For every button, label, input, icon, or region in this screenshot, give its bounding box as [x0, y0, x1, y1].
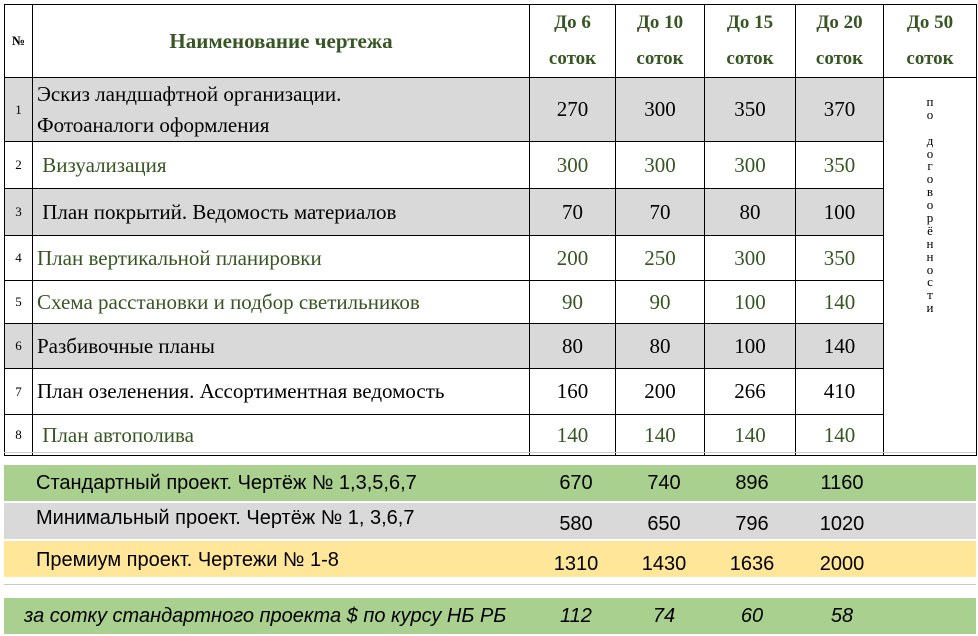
summary-value: 2000: [819, 553, 865, 575]
negotiable-char: о: [926, 171, 934, 187]
row-name: План вертикальной планировки: [33, 236, 530, 281]
row-number: 6: [5, 324, 33, 369]
value-cell: 140: [796, 324, 884, 369]
summary-value: 60: [740, 604, 764, 627]
value-cell: 140: [530, 415, 616, 456]
value-cell: 140: [796, 281, 884, 324]
negotiable-char: р: [926, 210, 934, 226]
summary-value: 650: [647, 513, 681, 535]
row-name: План озеленения. Ассортиментная ведомость: [33, 369, 530, 415]
table-row: [5, 236, 977, 281]
table-row: [5, 78, 977, 142]
value-cell: 80: [705, 189, 796, 236]
row-name: Визуализация: [33, 142, 530, 189]
value-cell: 100: [705, 281, 796, 324]
row-name: План покрытий. Ведомость материалов: [33, 189, 530, 236]
value-cell: 140: [796, 415, 884, 456]
negotiable-char: д: [926, 132, 934, 148]
summary-value: 1430: [641, 553, 687, 575]
table-row: [5, 415, 977, 456]
value-cell: 140: [705, 415, 796, 456]
row-name: План автополива: [33, 415, 530, 456]
value-cell: 350: [796, 236, 884, 281]
table-header-row: [5, 5, 977, 78]
negotiable-char: г: [927, 158, 933, 174]
row-number: 2: [5, 142, 33, 189]
table-row: [5, 281, 977, 324]
value-cell: 350: [705, 78, 796, 142]
value-cell: 80: [616, 324, 705, 369]
value-cell: 300: [616, 78, 705, 142]
header-number: №: [5, 5, 33, 78]
summary-value: 58: [830, 604, 854, 627]
minimal-project-label: Минимальный проект. Чертёж № 1, 3,6,7: [36, 507, 415, 529]
value-cell: 70: [616, 189, 705, 236]
negotiable-char: о: [926, 261, 934, 277]
value-cell: 100: [796, 189, 884, 236]
summary-value: 1020: [819, 513, 865, 535]
value-cell: 300: [616, 142, 705, 189]
drawings-price-table: [4, 4, 977, 456]
header-drawing-name: Наименование чертежа: [33, 5, 530, 78]
row-number: 3: [5, 189, 33, 236]
summary-value: 74: [652, 604, 676, 627]
row-name: Схема расстановки и подбор светильников: [33, 281, 530, 324]
value-cell: 140: [616, 415, 705, 456]
row-name: Разбивочные планы: [33, 324, 530, 369]
value-cell: 90: [530, 281, 616, 324]
negotiable-vertical-text: [884, 78, 976, 315]
negotiable-char: п: [926, 94, 934, 109]
value-cell: 90: [616, 281, 705, 324]
table-row: [5, 142, 977, 189]
value-cell: 250: [616, 236, 705, 281]
value-cell: 370: [796, 78, 884, 142]
negotiable-char: в: [926, 184, 934, 200]
summary-value: 580: [559, 513, 593, 535]
value-cell: 410: [796, 369, 884, 415]
value-cell: 200: [616, 369, 705, 415]
header-col-10: До 10 соток: [616, 5, 705, 78]
header-col-20: До 20 соток: [796, 5, 884, 78]
per-sotka-label: за сотку стандартного проекта $ по курсу НБ РБ: [24, 604, 507, 627]
row-name: Эскиз ландшафтной организации. Фотоаналоги оформления: [33, 78, 530, 142]
minimal-project-row: [4, 503, 976, 539]
value-cell: 80: [530, 324, 616, 369]
row-number: 4: [5, 236, 33, 281]
negotiable-char: и: [926, 300, 934, 316]
value-cell: 266: [705, 369, 796, 415]
negotiable-char: с: [927, 274, 933, 290]
value-cell: 350: [796, 142, 884, 189]
header-col-50: До 50 соток: [884, 5, 977, 78]
value-cell: 100: [705, 324, 796, 369]
row-number: 7: [5, 369, 33, 415]
sheet-gridline: [4, 452, 976, 453]
row-number: 5: [5, 281, 33, 324]
negotiable-char: о: [926, 145, 934, 161]
negotiable-char: о: [926, 197, 934, 213]
per-sotka-row: [4, 598, 976, 634]
table-row: [5, 189, 977, 236]
value-cell: 300: [705, 142, 796, 189]
summary-value: 1160: [820, 471, 864, 494]
value-cell: 270: [530, 78, 616, 142]
value-cell: 70: [530, 189, 616, 236]
negotiable-char: о: [926, 106, 934, 122]
table-row: [5, 369, 977, 415]
summary-value: 670: [559, 471, 593, 494]
summary-value: 896: [735, 471, 769, 494]
value-cell: 160: [530, 369, 616, 415]
negotiable-char: н: [926, 248, 934, 264]
negotiable-char: н: [926, 235, 934, 251]
summary-value: 740: [647, 471, 681, 494]
negotiable-cell: [884, 78, 977, 456]
row-number: 8: [5, 415, 33, 456]
summary-value: 796: [735, 513, 769, 535]
summary-value: 1636: [729, 553, 775, 575]
value-cell: 300: [705, 236, 796, 281]
negotiable-char: ё: [927, 222, 933, 238]
table-row: [5, 324, 977, 369]
row-number: 1: [5, 78, 33, 142]
premium-project-row: [4, 541, 976, 577]
value-cell: 300: [530, 142, 616, 189]
standard-project-label: Стандартный проект. Чертёж № 1,3,5,6,7: [36, 471, 417, 494]
premium-project-label: Премиум проект. Чертежи № 1-8: [36, 549, 339, 571]
header-col-6: До 6 соток: [530, 5, 616, 78]
header-col-15: До 15 соток: [705, 5, 796, 78]
summary-value: 112: [560, 604, 592, 627]
value-cell: 200: [530, 236, 616, 281]
negotiable-char: т: [927, 287, 933, 303]
standard-project-row: [4, 465, 976, 501]
sheet-gridline: [4, 584, 976, 585]
summary-value: 1310: [553, 553, 599, 575]
